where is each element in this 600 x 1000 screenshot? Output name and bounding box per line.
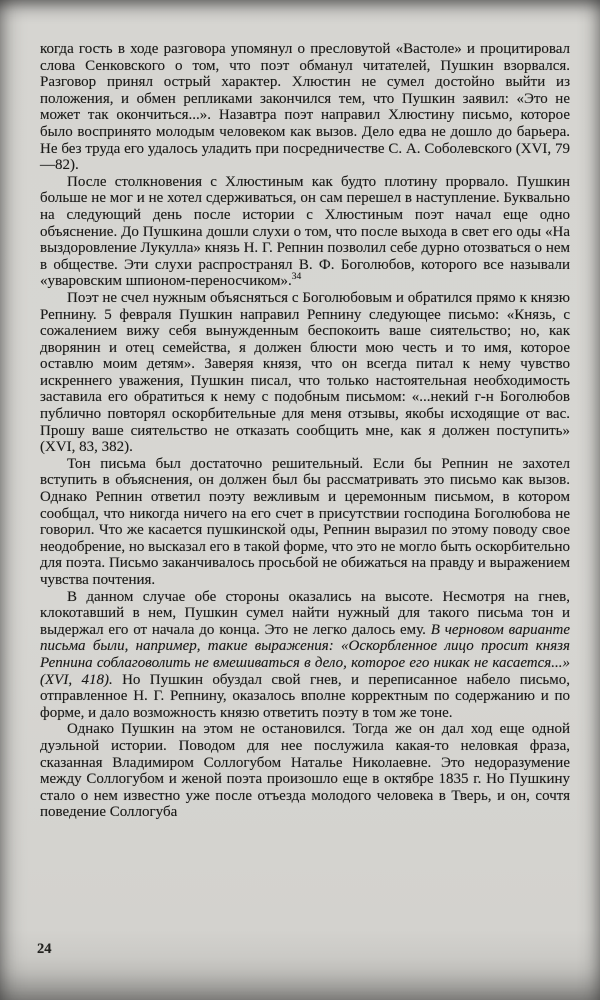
text-segment: Поэт не счел нужным объясняться с Боголюбовым и обратился прямо к князю Репнину. 5 февраля Пушкин направил Репнину следующее письмо: «Князь, с сожалением вижу себя вынужденным беспокоить ваше сиятельство; но, как дворянин и отец семейства, я должен блюсти мою честь и то имя, которое оставлю моим детям». Заверяя князя, что он всегда питал к нему чувство искреннего уважения, Пушкин писал, что только настоятельная необходимость заставила его обратиться к нему с подобным письмом: «...некий г-н Боголюбов публично повторял оскорбительные для меня отзывы, якобы исходящие от вас. Прошу ваше сиятельство не отказать сообщить мне, как я должен поступить» (XVI, 83, 382). [40,289,570,456]
paragraph-2 [40,174,570,290]
text-segment: Тон письма был достаточно решительный. Если бы Репнин не захотел вступить в объяснения, он должен был бы рассматривать это письмо как вызов. Однако Репнин ответил поэту вежливым и церемонным письмом, в котором сообщал, что никогда ничего на его счет в присутствии господина Боголюбова не говорил. Что же касается пушкинской оды, Репнин выразил по этому поводу свое неодобрение, но высказал его в такой форме, что это не могло быть оскорбительно для поэта. Письмо заканчивалось просьбой не обижаться на правду и выражением чувства почтения. [40,455,570,588]
footnote-marker: 34 [291,272,302,283]
text-segment: В данном случае обе стороны оказались на высоте. Несмотря на гнев, клокотавший в нем, Пушкин сумел найти нужный для такого письма тон и выдержал его от начала до конца. Это не легко далось ему. [40,588,570,638]
paragraph-6 [40,721,570,821]
paragraph-5 [40,589,570,722]
page-text [40,41,570,821]
paragraph-4 [40,456,570,589]
page-number: 24 [37,941,52,957]
paragraph-3 [40,290,570,456]
text-segment: Но Пушкин обуздал свой гнев, и переписанное набело письмо, отправленное Н. Г. Репнину, оказалось вполне корректным по содержанию и по форме, и дало возможность князю ответить поэту в том же тоне. [40,671,571,721]
paragraph-1 [40,41,570,174]
text-segment: После столкновения с Хлюстиным как будто плотину прорвало. Пушкин больше не мог и не хотел сдерживаться, он сам перешел в наступление. Буквально на следующий день после истории с Хлюстиным поэт начал еще одно объяснение. До Пушкина дошли слухи о том, что после выхода в свет его оды «На выздоровление Лукулла» князь Н. Г. Репнин позволил себе дурно отозваться о нем в обществе. Эти слухи распространял В. Ф. Боголюбов, которого все называли «уваровским шпионом-переносчиком». [40,173,570,290]
text-segment: В черновом варианте письма были, например, такие выражения: «Оскорбленное лицо просит князя Репнина соблаговолить не вмешиваться в дело, которое его никак не касается...» (XVI, 418). [40,621,571,688]
text-segment: когда гость в ходе разговора упомянул о пресловутой «Вастоле» и процитировал слова Сенковского о том, что поэт обманул читателей, Пушкин взорвался. Разговор принял острый характер. Хлюстин не сумел достойно выйти из положения, и обмен репликами закончился тем, что Пушкин заявил: «Это не может так окончиться...». Назавтра поэт направил Хлюстину письмо, которое было воспринято молодым человеком как вызов. Дело едва не дошло до барьера. Не без труда его удалось уладить при посредничестве С. А. Соболевского (XVI, 79—82). [40,41,570,174]
text-segment: Однако Пушкин на этом не остановился. Тогда же он дал ход еще одной дуэльной истории. Поводом для нее послужила какая-то неловкая фраза, сказанная Владимиром Соллогубом Наталье Николаевне. Это недоразумение между Соллогубом и женой поэта произошло еще в октябре 1835 г. Но Пушкину стало о нем известно уже после отъезда молодого человека в Тверь, и он, сочтя поведение Соллогуба [40,721,570,821]
